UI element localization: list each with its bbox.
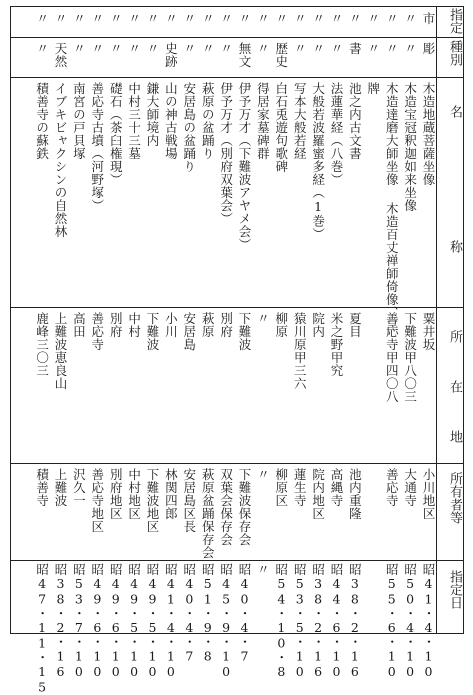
cell-shitei: 〃 (329, 12, 344, 25)
cell-shitei: 〃 (108, 12, 124, 25)
cell-shubetsu: 〃 (329, 42, 344, 55)
cell-shitei: 〃 (237, 12, 252, 25)
cell-name: 積善寺の蘇鉄 (34, 82, 50, 160)
cell-owner: 池内重隆 (347, 468, 363, 520)
cell-name: 萩原の盆踊り (200, 82, 216, 160)
cell-name: イブキビャクシンの自然林 (53, 82, 68, 238)
row-divider-date (11, 560, 463, 561)
cell-shubetsu: 〃 (384, 42, 400, 55)
cell-shitei: 〃 (218, 12, 234, 25)
cell-owner: 善応寺 (384, 468, 400, 507)
cell-name: 池之内古文書 (347, 82, 363, 160)
cell-date: 昭51・9・8 (200, 563, 216, 664)
cell-name: 善応寺古墳（河野塚） (89, 82, 105, 212)
cell-date: 昭38・2・16 (310, 563, 326, 680)
header-column-divider (436, 7, 463, 633)
cell-shubetsu: 〃 (108, 42, 124, 55)
cell-location: 下難波甲八〇三 (402, 312, 418, 403)
cell-shitei: 市 (421, 12, 436, 25)
cell-date: 昭41・4・10 (163, 563, 179, 680)
cell-location: 下難波 (145, 312, 160, 351)
cell-owner: 林関四郎 (163, 468, 179, 520)
cell-name: 中村三十三墓 (126, 82, 142, 160)
cell-name: 礎石（茶臼権現） (108, 82, 124, 186)
cell-shubetsu: 〃 (126, 42, 142, 55)
cell-shubetsu: 〃 (310, 42, 326, 55)
cell-shubetsu: 〃 (218, 42, 234, 55)
cell-shubetsu: 〃 (200, 42, 216, 55)
cell-owner: 〃 (255, 468, 271, 481)
cell-shubetsu: 天然 (53, 42, 68, 68)
cell-name: 牌 (365, 82, 381, 95)
cell-owner: 柳原区 (273, 468, 289, 507)
cell-shubetsu: 〃 (292, 42, 308, 55)
cell-date: 昭40・4・7 (237, 563, 252, 664)
cell-owner: 蓮生寺 (292, 468, 308, 507)
cell-date: 昭38・2・16 (53, 563, 68, 680)
cell-location: 米之野甲究 (329, 312, 344, 377)
cell-owner: 大通寺 (402, 468, 418, 507)
cell-shitei: 〃 (34, 12, 50, 25)
cell-name: 南宮の戸貝塚 (71, 82, 87, 160)
cell-owner: 下難波地区 (145, 468, 160, 533)
cell-shubetsu: 〃 (89, 42, 105, 55)
cell-location: 善応寺甲四〇八 (384, 312, 400, 403)
cell-shitei: 〃 (402, 12, 418, 25)
cell-shubetsu: 〃 (365, 42, 381, 55)
cell-date: 昭44・6・10 (329, 563, 344, 680)
cell-name-continued: 木造百丈禅師倚像、三 (384, 202, 400, 332)
cell-shitei: 〃 (365, 12, 381, 25)
cell-location: 〃 (255, 312, 271, 325)
cell-name: 安居島の盆踊り (181, 82, 197, 173)
cell-owner: 中村地区 (126, 468, 142, 520)
cell-shubetsu: 書 (347, 42, 363, 55)
cell-shitei: 〃 (145, 12, 160, 25)
cell-shubetsu: 〃 (34, 42, 50, 55)
cell-shitei: 〃 (71, 12, 87, 25)
cell-date: 昭53・5・10 (292, 563, 308, 680)
cell-shitei: 〃 (347, 12, 363, 25)
cell-location: 柳原 (273, 312, 289, 338)
cell-shubetsu: 〃 (402, 42, 418, 55)
cell-owner: 双葉会保存会 (218, 468, 234, 546)
cell-location: 高田 (71, 312, 87, 338)
cell-shubetsu: 無文 (237, 42, 252, 68)
cell-name: 木造達磨大師坐像 (384, 82, 400, 186)
cell-date: 昭55・6・10 (384, 563, 400, 680)
cell-owner: 萩原盆踊保存会 (200, 468, 216, 559)
cell-name: 法蓮華経（八巻） (329, 82, 344, 186)
header-name-2: 称 (447, 240, 462, 253)
cell-location: 中村 (126, 312, 142, 338)
cell-date: 昭50・4・10 (402, 563, 418, 680)
cell-name: 鎌大師境内 (145, 82, 160, 147)
cell-shitei: 〃 (163, 12, 179, 25)
row-divider-owner (11, 463, 463, 464)
cell-name: 山の神古戦場 (163, 82, 179, 160)
cell-shitei: 〃 (126, 12, 142, 25)
cell-location: 萩原 (200, 312, 216, 338)
cell-owner: 別府地区 (108, 468, 124, 520)
cell-date: 昭53・7・10 (71, 563, 87, 680)
cell-owner: 上難波 (53, 468, 68, 507)
cell-location: 猿川原甲三六 (292, 312, 308, 390)
cell-shubetsu: 〃 (71, 42, 87, 55)
cell-location: 鹿峰三〇三 (34, 312, 50, 377)
cell-shitei: 〃 (292, 12, 308, 25)
cell-name: 木造宝冠釈迦如来坐像 (402, 82, 418, 212)
cell-location: 安居島 (181, 312, 197, 351)
cell-location: 下難波 (237, 312, 252, 351)
header-date: 指定日 (447, 570, 462, 609)
row-divider-shubetsu (11, 37, 463, 38)
header-loc-3: 地 (447, 430, 462, 443)
cell-location: 院内 (310, 312, 326, 338)
cell-shitei: 〃 (53, 12, 68, 25)
row-divider-name (11, 77, 463, 78)
cell-location: 善応寺 (89, 312, 105, 351)
cell-shitei: 〃 (384, 12, 400, 25)
cell-location: 上難波恵良山 (53, 312, 68, 390)
cell-date: 昭45・9・10 (218, 563, 234, 680)
cell-name: 白石兎遊句歌碑 (273, 82, 289, 173)
cell-location: 小川 (163, 312, 179, 338)
cell-name: 伊予万才（別府双葉会） (218, 82, 234, 225)
cell-shitei: 〃 (200, 12, 216, 25)
cell-location: 夏目 (347, 312, 363, 338)
cell-shubetsu: 〃 (145, 42, 160, 55)
cell-shubetsu: 彫 (421, 42, 436, 55)
cell-owner: 沢久一 (71, 468, 87, 507)
cell-date: 昭49・6・10 (89, 563, 105, 680)
cell-name: 得居家墓碑群 (255, 82, 271, 160)
cell-date: 昭38・2・16 (347, 563, 363, 680)
header-shubetsu: 種別 (447, 40, 462, 66)
cell-shitei: 〃 (89, 12, 105, 25)
cell-name: 木造地蔵菩薩坐像 (421, 82, 436, 186)
cell-shubetsu: 〃 (255, 42, 271, 55)
cell-owner: 下難波保存会 (237, 468, 252, 546)
header-owner: 所有者等 (447, 472, 462, 524)
cell-name: 写本大般若経 (292, 82, 308, 160)
cell-date: 〃 (255, 563, 271, 576)
cell-shitei: 〃 (181, 12, 197, 25)
cell-owner: 積善寺 (34, 468, 50, 507)
cell-owner: 善応寺地区 (89, 468, 105, 533)
header-loc-1: 所 (447, 330, 462, 343)
cell-date: 昭47・11・15 (34, 563, 50, 695)
cell-date: 昭54・10・8 (273, 563, 289, 680)
cell-location: 別府 (218, 312, 234, 338)
cell-shubetsu: 〃 (181, 42, 197, 55)
header-name-1: 名 (447, 105, 462, 118)
cell-location: 別府 (108, 312, 124, 338)
cell-owner: 小川地区 (421, 468, 436, 520)
cell-name: 伊予万才（下難波アヤメ会） (237, 82, 252, 251)
cell-date: 昭49・5・10 (126, 563, 142, 680)
header-loc-2: 在 (447, 380, 462, 393)
cell-shitei: 〃 (255, 12, 271, 25)
cell-name: 大般若波羅蜜多経（1巻） (310, 82, 326, 241)
cell-shubetsu: 史跡 (163, 42, 179, 68)
cell-date: 昭49・5・10 (145, 563, 160, 680)
cell-date: 昭49・6・10 (108, 563, 124, 680)
header-shitei: 指定 (447, 8, 462, 34)
cell-owner: 院内地区 (310, 468, 326, 520)
cell-date: 昭41・4・10 (421, 563, 436, 680)
cell-owner: 高縄寺 (329, 468, 344, 507)
cell-shitei: 〃 (310, 12, 326, 25)
cell-shubetsu: 歴史 (273, 42, 289, 68)
cell-location: 粟井坂 (421, 312, 436, 351)
cell-date: 昭40・4・7 (181, 563, 197, 664)
cell-owner: 安居島区長 (181, 468, 197, 533)
cell-shitei: 〃 (273, 12, 289, 25)
